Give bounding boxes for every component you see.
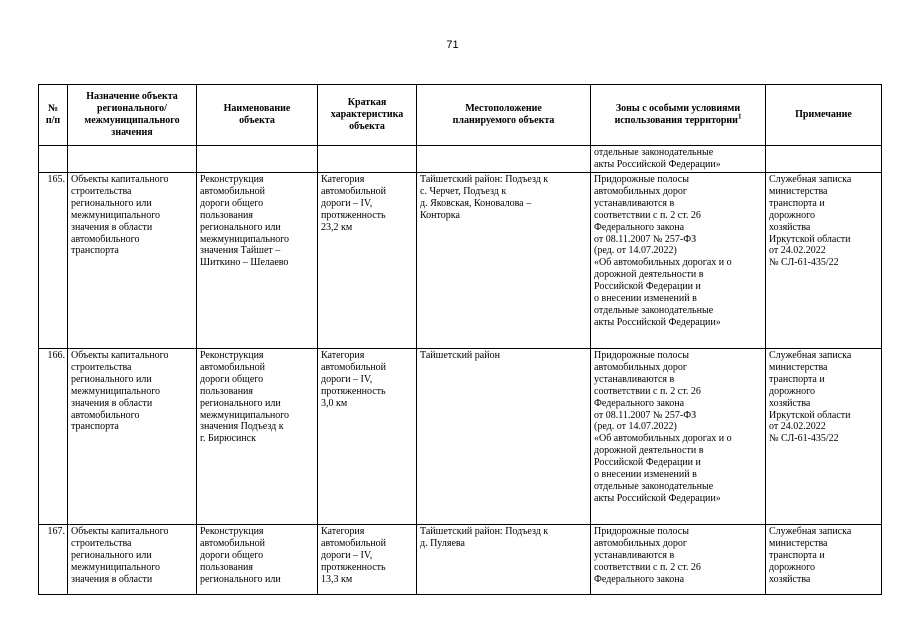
header-location: Местоположение планируемого объекта <box>417 85 591 146</box>
cell-num: 166. <box>39 349 68 525</box>
header-characteristic: Краткая характеристика объекта <box>318 85 417 146</box>
cell-name: Реконструкция автомобильной дороги общего пользования регионального или межмуниципального значения Подъезд к г. Бирюсинск <box>197 349 318 525</box>
cell-note: Служебная записка министерства транспорта и дорожного хозяйства <box>766 525 882 595</box>
cell-zones: Придорожные полосы автомобильных дорог устанавливаются в соответствии с п. 2 ст. 26 Федерального закона <box>591 525 766 595</box>
cell-num: 167. <box>39 525 68 595</box>
header-num: № п/п <box>39 85 68 146</box>
cell-purpose: Объекты капитального строительства регионального или межмуниципального значения в области автомобильного транспорта <box>68 173 197 349</box>
cell-purpose: Объекты капитального строительства регионального или межмуниципального значения в области автомобильного транспорта <box>68 349 197 525</box>
table-row <box>39 173 882 349</box>
cell-characteristic: Категория автомобильной дороги – IV, протяженность 3,0 км <box>318 349 417 525</box>
cell-characteristic <box>318 146 417 173</box>
table-row <box>39 349 882 525</box>
cell-purpose: Объекты капитального строительства регионального или межмуниципального значения в области <box>68 525 197 595</box>
cell-characteristic: Категория автомобильной дороги – IV, протяженность 23,2 км <box>318 173 417 349</box>
cell-name: Реконструкция автомобильной дороги общего пользования регионального или <box>197 525 318 595</box>
cell-num: 165. <box>39 173 68 349</box>
page-number: 71 <box>446 39 459 51</box>
cell-zones: Придорожные полосы автомобильных дорог устанавливаются в соответствии с п. 2 ст. 26 Федерального закона от 08.11.2007 № 257-ФЗ (ред. от 14.07.2022) «Об автомобильных дорогах и о дорожной деятельности в Российской Федерации и о внесении изменений в отдельные законодательные акты Российской Федерации» <box>591 173 766 349</box>
cell-zones: отдельные законодательные акты Российской Федерации» <box>591 146 766 173</box>
cell-location <box>417 146 591 173</box>
header-zones: Зоны с особыми условиями использования территории$^1$ <box>591 85 766 146</box>
cell-location: Тайшетский район: Подъезд к с. Черчет, Подъезд к д. Яковская, Коновалова – Конторка <box>417 173 591 349</box>
footnote-marker: 1 <box>737 112 742 121</box>
cell-note: Служебная записка министерства транспорта и дорожного хозяйства Иркутской области от 24.02.2022 № СЛ-61-435/22 <box>766 349 882 525</box>
objects-table <box>38 84 882 595</box>
cell-note <box>766 146 882 173</box>
cell-characteristic: Категория автомобильной дороги – IV, протяженность 13,3 км <box>318 525 417 595</box>
cell-note: Служебная записка министерства транспорта и дорожного хозяйства Иркутской области от 24.02.2022 № СЛ-61-435/22 <box>766 173 882 349</box>
cell-num <box>39 146 68 173</box>
header-purpose: Назначение объекта регионального/ межмуниципального значения <box>68 85 197 146</box>
cell-name: Реконструкция автомобильной дороги общего пользования регионального или межмуниципального значения Тайшет – Шиткино – Шелаево <box>197 173 318 349</box>
cell-zones: Придорожные полосы автомобильных дорог устанавливаются в соответствии с п. 2 ст. 26 Федерального закона от 08.11.2007 № 257-ФЗ (ред. от 14.07.2022) «Об автомобильных дорогах и о дорожной деятельности в Российской Федерации и о внесении изменений в отдельные законодательные акты Российской Федерации» <box>591 349 766 525</box>
table-row <box>39 525 882 595</box>
header-note: Примечание <box>766 85 882 146</box>
cell-location: Тайшетский район: Подъезд к д. Пуляева <box>417 525 591 595</box>
cell-purpose <box>68 146 197 173</box>
header-name: Наименование объекта <box>197 85 318 146</box>
cell-location: Тайшетский район <box>417 349 591 525</box>
table-header-row <box>39 85 882 146</box>
cell-name <box>197 146 318 173</box>
continuation-row <box>39 146 882 173</box>
